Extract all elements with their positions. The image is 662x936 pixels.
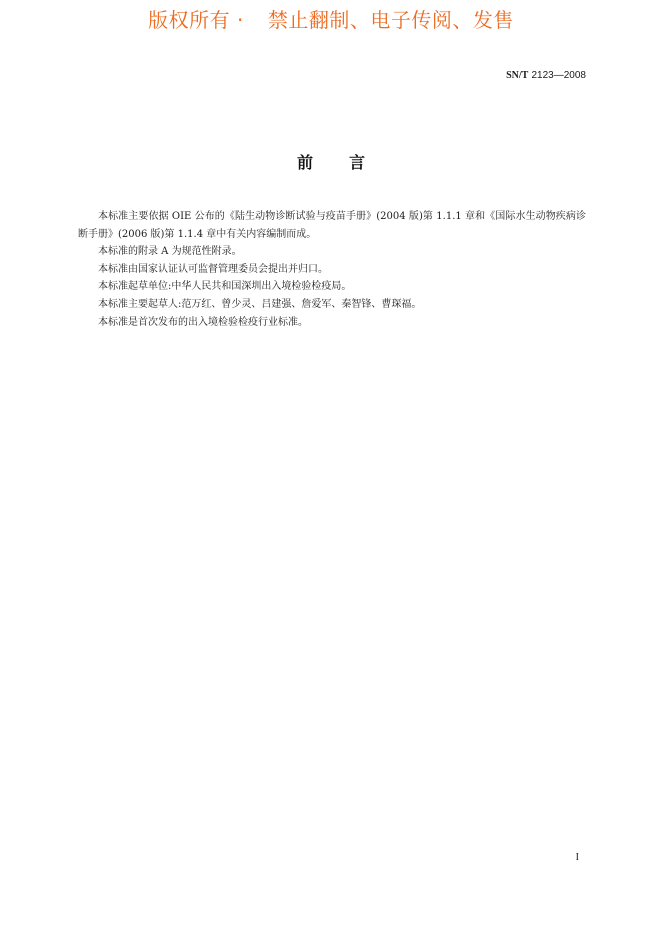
section-title: 前言 <box>296 153 401 172</box>
paragraph-basis: 本标准主要依据 OIE 公布的《陆生动物诊断试验与疫苗手册》(2004 版)第 1.1.1 章和《国际水生动物疾病诊断手册》(2006 版)第 1.1.4 章中有关内容编制而成。 <box>78 211 586 240</box>
paragraph-drafters: 本标准主要起草人:范万红、曾少灵、吕建强、詹爱军、秦智锋、曹琛福。 <box>98 298 422 310</box>
standard-number <box>506 69 586 83</box>
paragraph-appendix: 本标准的附录 A 为规范性附录。 <box>98 246 242 258</box>
paragraph-drafting-unit: 本标准起草单位:中华人民共和国深圳出入境检验检疫局。 <box>98 281 352 293</box>
paragraph-first-release: 本标准是首次发布的出入境检验检疫行业标准。 <box>98 316 308 328</box>
page-number: I <box>575 852 579 863</box>
standard-year-number: 2123—2008 <box>531 70 586 81</box>
paragraph-proposer: 本标准由国家认证认可监督管理委员会提出并归口。 <box>98 263 328 275</box>
standard-code: SN/T <box>506 70 529 81</box>
copyright-banner <box>0 6 662 34</box>
banner-copyright-text: 版权所有 · <box>148 8 244 32</box>
banner-prohibition-text: 禁止翻制、电子传阅、发售 <box>267 8 514 32</box>
foreword-body <box>78 208 586 331</box>
